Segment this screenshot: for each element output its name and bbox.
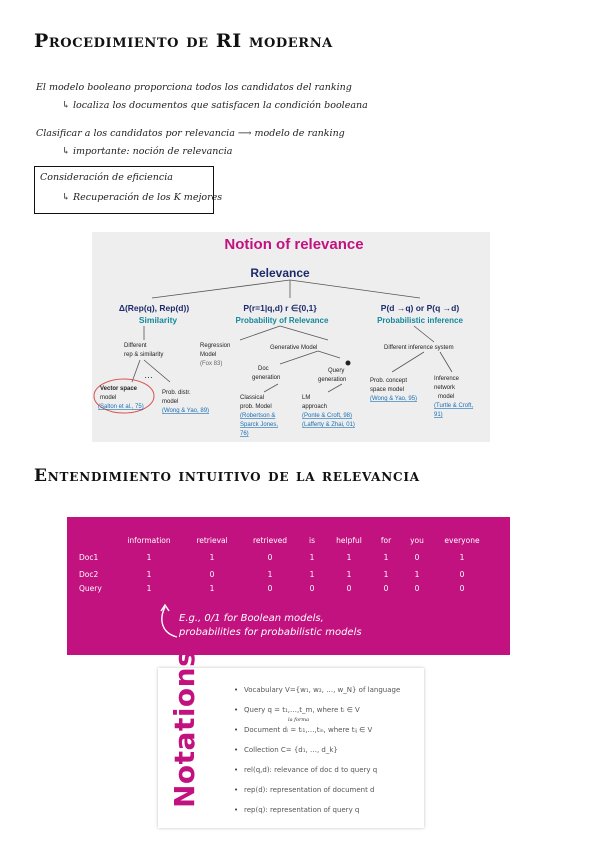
node-prob-distr-2: model	[162, 399, 179, 405]
node-inference-net-ref-1: (Turtle & Croft,	[434, 403, 474, 409]
table-cell: 0	[346, 584, 352, 593]
heading-procedimiento: Procedimiento de RI moderna	[34, 30, 333, 52]
node-different-rep-2: rep & similarity	[124, 352, 164, 358]
node-vector-space-ref: (Salton et al., 75)	[98, 404, 144, 410]
node-lm-1: LM	[302, 395, 311, 401]
box-line-2: ↳ Recuperación de los K mejores	[62, 192, 223, 203]
table-cell: 0	[209, 570, 215, 579]
table-cell: 1	[309, 570, 315, 579]
query-generation-dot	[346, 361, 351, 366]
table-col-header: is	[309, 536, 315, 545]
table-col-header: information	[127, 536, 171, 545]
node-query-gen-2: generation	[318, 377, 347, 383]
node-prob-distr-ref: (Wong & Yao, 89)	[162, 408, 210, 414]
handwritten-annotation: la forma	[288, 717, 310, 723]
node-lm-ref-2: (Lafferty & Zhai, 01)	[302, 422, 355, 428]
notion-of-relevance-slide	[92, 232, 490, 442]
table-cell: 1	[383, 570, 389, 579]
note-line-2: ↳ localiza los documentos que satisfacen la condición booleana	[62, 100, 368, 111]
branch-inference-label: Probabilistic inference	[377, 316, 463, 325]
note-line-4: ↳ importante: noción de relevancia	[62, 146, 233, 157]
table-cell: 1	[146, 584, 152, 593]
branch-similarity-formula: Δ(Rep(q), Rep(d))	[118, 303, 190, 313]
notation-item-rel: • rel(q,d): relevance of doc d to query q	[244, 766, 377, 774]
node-doc-gen-1: Doc	[258, 366, 269, 372]
notations-panel	[158, 649, 424, 828]
node-classical-ref-2: Sparck Jones,	[240, 422, 279, 428]
tree-connectors	[132, 280, 452, 392]
table-cell: 0	[459, 570, 465, 579]
heading-entendimiento: Entendimiento intuitivo de la relevancia	[34, 466, 420, 486]
table-col-header: everyone	[444, 536, 480, 545]
node-doc-gen-2: generation	[252, 375, 281, 381]
note-line-3: Clasificar a los candidatos por relevancia ⟶ modelo de ranking	[36, 128, 345, 139]
table-cell: 0	[309, 584, 315, 593]
slide-title: Notion of relevance	[224, 236, 364, 253]
table-cell: 1	[209, 584, 215, 593]
table-col-header: retrieved	[252, 536, 288, 545]
table-col-header: for	[380, 536, 392, 545]
node-query-gen-1: Query	[328, 368, 345, 374]
node-prob-concept-2: space model	[370, 387, 405, 393]
table-note-line-2: probabilities for probabilistic models	[179, 627, 362, 638]
table-cell: 0	[459, 584, 465, 593]
node-vector-space-2: model	[100, 395, 117, 401]
node-lm-2: approach	[302, 404, 328, 410]
table-cell: 1	[346, 553, 352, 562]
node-ellipsis: …	[144, 370, 153, 380]
table-cell: 1	[146, 553, 152, 562]
node-different-rep-1: Different	[124, 343, 147, 349]
node-regression-3: (Fox 83)	[200, 361, 223, 367]
table-cell: 1	[267, 570, 273, 579]
table-row-label: Query	[79, 584, 102, 593]
table-cell: 0	[414, 584, 420, 593]
node-classical-ref-3: 76)	[240, 431, 249, 437]
table-row-label: Doc1	[79, 553, 99, 562]
table-cell: 1	[383, 553, 389, 562]
node-lm-ref-1: (Ponte & Croft, 98)	[302, 413, 353, 419]
term-table-panel	[67, 517, 510, 655]
branch-inference-formula: P(d →q) or P(q →d)	[380, 303, 460, 313]
box-line-1: Consideración de eficiencia	[40, 172, 173, 183]
node-vector-space-1: Vector space	[100, 386, 138, 392]
table-row-label: Doc2	[79, 570, 99, 579]
node-prob-concept-1: Prob. concept	[370, 378, 408, 384]
node-inference-net-3: model	[438, 394, 455, 400]
branch-probability-label: Probability of Relevance	[235, 316, 329, 325]
table-col-header: helpful	[336, 536, 362, 545]
node-classical-ref-1: (Robertson &	[240, 413, 276, 419]
table-col-header: retrieval	[196, 536, 228, 545]
branch-similarity-label: Similarity	[138, 315, 178, 325]
node-classical-1: Classical	[240, 395, 265, 401]
branch-probability-formula: P(r=1|q,d) r ∈{0,1}	[243, 303, 317, 313]
table-note	[179, 612, 362, 640]
table-cell: 0	[383, 584, 389, 593]
table-col-header: you	[410, 536, 424, 545]
table-cell: 1	[459, 553, 465, 562]
node-inference-net-2: network	[434, 385, 456, 391]
node-regression-2: Model	[200, 352, 217, 358]
table-note-line-1: E.g., 0/1 for Boolean models,	[179, 613, 324, 624]
table-cell: 1	[146, 570, 152, 579]
notation-item-query: • Query q = t₁,…,t_m, where tᵢ ∈ V	[244, 706, 360, 714]
note-line-1: El modelo booleano proporciona todos los candidatos del ranking	[36, 82, 352, 93]
relevance-tree	[92, 232, 490, 442]
table-cell: 0	[267, 584, 273, 593]
table-cell: 1	[209, 553, 215, 562]
table-cell: 1	[414, 570, 420, 579]
notations-title: Notations	[168, 649, 201, 808]
node-inference-net-1: Inference	[434, 376, 460, 382]
node-inference-net-ref-2: 91)	[434, 412, 443, 418]
node-classical-2: prob. Model	[240, 404, 272, 410]
notation-item-collection: • Collection C= {d₁, …, d_k}	[244, 746, 338, 754]
table-cell: 1	[309, 553, 315, 562]
notation-item-document: • Document dᵢ = tᵢ₁,…,tᵢₙ, where tᵢⱼ ∈ V	[244, 726, 372, 734]
table-cell: 0	[414, 553, 420, 562]
node-regression-1: Regression	[200, 343, 231, 349]
node-prob-concept-ref: (Wong & Yao, 95)	[370, 396, 418, 402]
notation-item-rep-q: • rep(q): representation of query q	[244, 806, 359, 814]
table-cell: 0	[267, 553, 273, 562]
node-prob-distr-1: Prob. distr.	[162, 390, 191, 396]
root-relevance: Relevance	[250, 266, 310, 280]
node-different-inference: Different inference system	[384, 345, 454, 351]
table-cell: 1	[346, 570, 352, 579]
node-generative-model: Generative Model	[270, 345, 318, 351]
notation-item-rep-d: • rep(d): representation of document d	[244, 786, 374, 794]
notation-item-vocabulary: • Vocabulary V={w₁, w₂, …, w_N} of language	[244, 686, 400, 694]
